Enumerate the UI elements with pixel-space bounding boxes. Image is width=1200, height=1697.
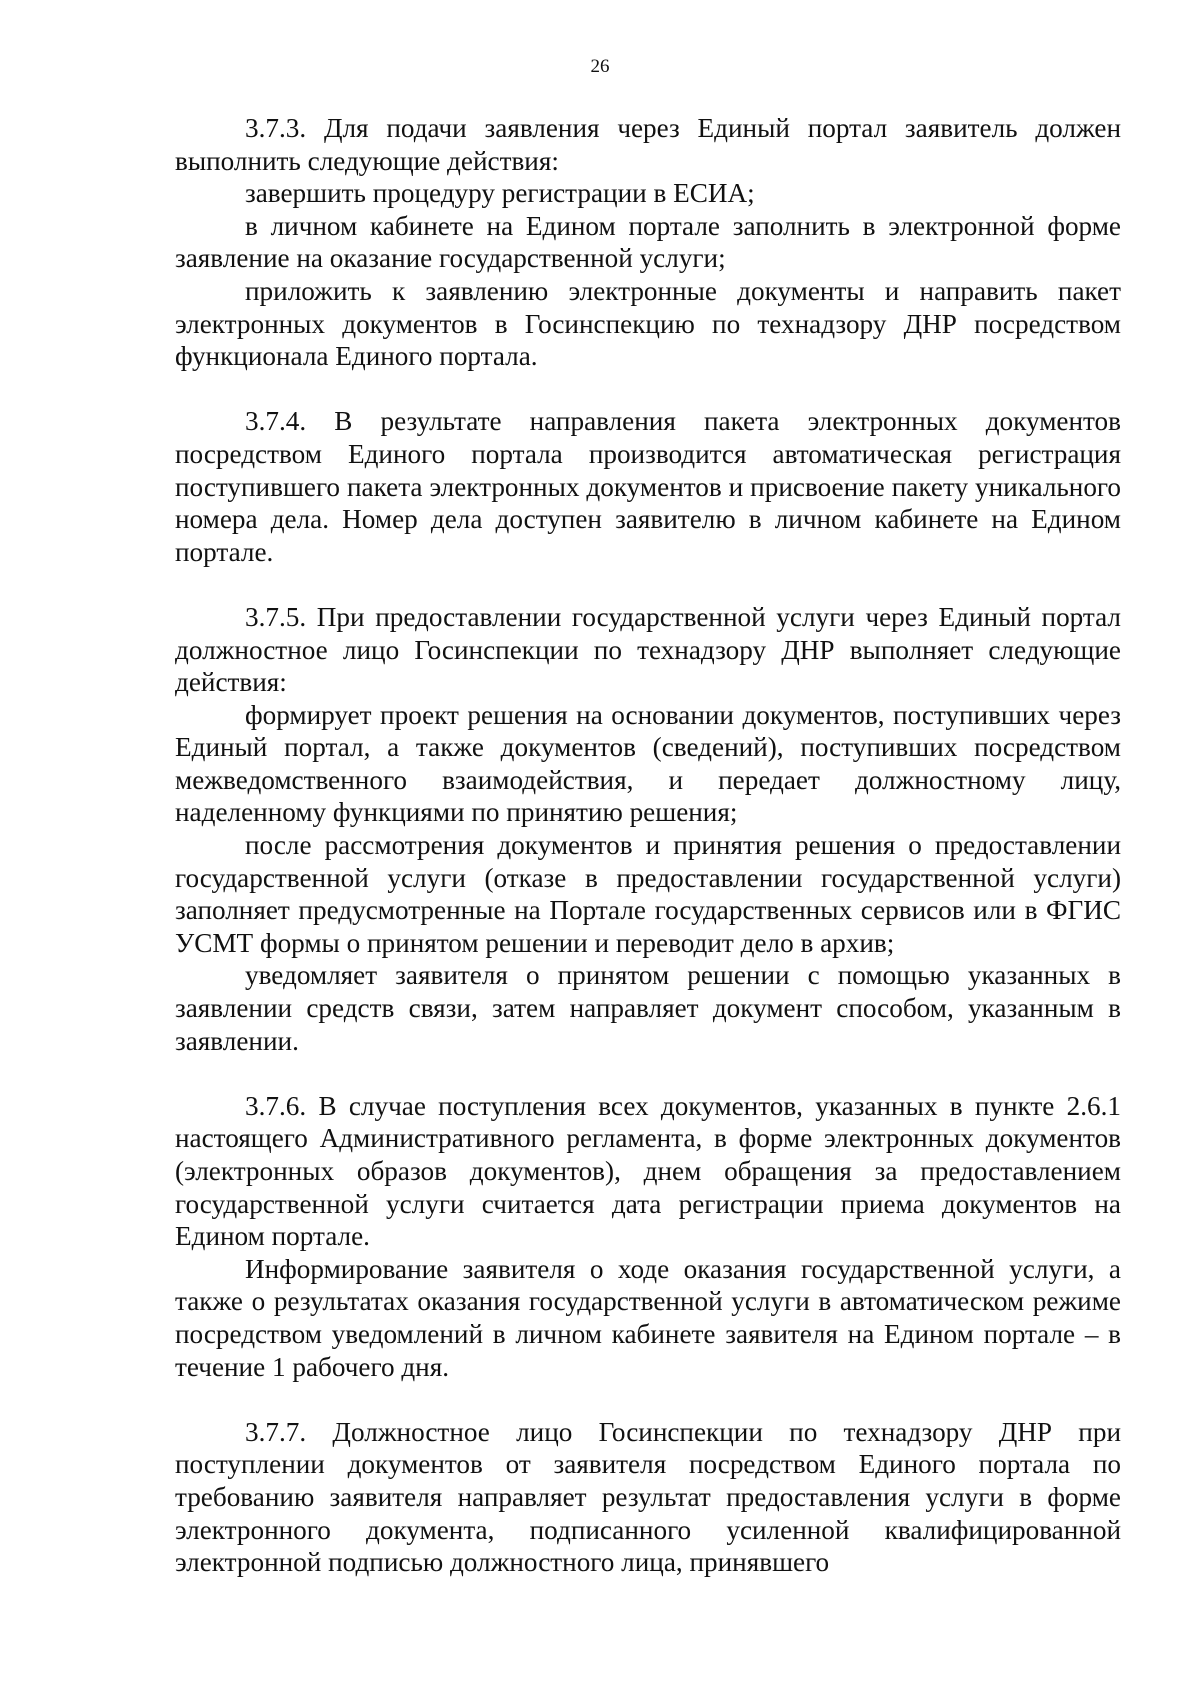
section-3-7-3 xyxy=(175,112,1121,373)
paragraph: Информирование заявителя о ходе оказания государственной услуги, а также о результатах оказания государственной услуги в автоматическом режиме посредством уведомлений в личном кабинете заявителя на Едином портале – в течение 1 рабочего дня. xyxy=(175,1253,1121,1382)
document-body xyxy=(175,112,1121,1579)
section-3-7-4 xyxy=(175,405,1121,568)
paragraph: завершить процедуру регистрации в ЕСИА; xyxy=(245,178,755,209)
paragraph: формирует проект решения на основании документов, поступивших через Единый портал, а также документов (сведений), поступивших посредством межведомственного взаимодействия, и передает должностному лицу, наделенному функциями по принятию решения; xyxy=(175,699,1121,828)
paragraph: 3.7.7. Должностное лицо Госинспекции по технадзору ДНР при поступлении документов от заявителя посредством Единого портала по требованию заявителя направляет результат предоставления услуги в форме электронного документа, подписанного усиленной квалифицированной электронной подписью должностного лица, принявшего xyxy=(175,1416,1121,1578)
paragraph: в личном кабинете на Едином портале заполнить в электронной форме заявление на оказание государственной услуги; xyxy=(175,210,1121,274)
paragraph: приложить к заявлению электронные документы и направить пакет электронных документов в Госинспекцию по технадзору ДНР посредством функционала Единого портала. xyxy=(175,275,1121,372)
page-number: 26 xyxy=(590,56,610,77)
paragraph: 3.7.5. При предоставлении государственной услуги через Единый портал должностное лицо Госинспекции по технадзору ДНР выполняет следующие действия: xyxy=(175,601,1121,698)
section-3-7-6 xyxy=(175,1090,1121,1383)
section-3-7-5 xyxy=(175,601,1121,1057)
section-3-7-7 xyxy=(175,1416,1121,1579)
paragraph: уведомляет заявителя о принятом решении с помощью указанных в заявлении средств связи, затем направляет документ способом, указанным в заявлении. xyxy=(175,960,1121,1056)
paragraph: после рассмотрения документов и принятия решения о предоставлении государственной услуги (отказе в предоставлении государственной услуги) заполняет предусмотренные на Портале государственных сервисов или в ФГИС УСМТ формы о принятом решении и переводит дело в архив; xyxy=(175,830,1121,958)
paragraph: 3.7.4. В результате направления пакета электронных документов посредством Единого портала производится автоматическая регистрация поступившего пакета электронных документов и присвоение пакету уникального номера дела. Номер дела доступен заявителю в личном кабинете на Едином портале. xyxy=(175,406,1121,567)
paragraph: 3.7.6. В случае поступления всех документов, указанных в пункте 2.6.1 настоящего Административного регламента, в форме электронных документов (электронных образов документов), днем обращения за предоставлением государственной услуги считается дата регистрации приема документов на Едином портале. xyxy=(175,1090,1121,1252)
paragraph: 3.7.3. Для подачи заявления через Единый портал заявитель должен выполнить следующие действия: xyxy=(175,113,1121,176)
